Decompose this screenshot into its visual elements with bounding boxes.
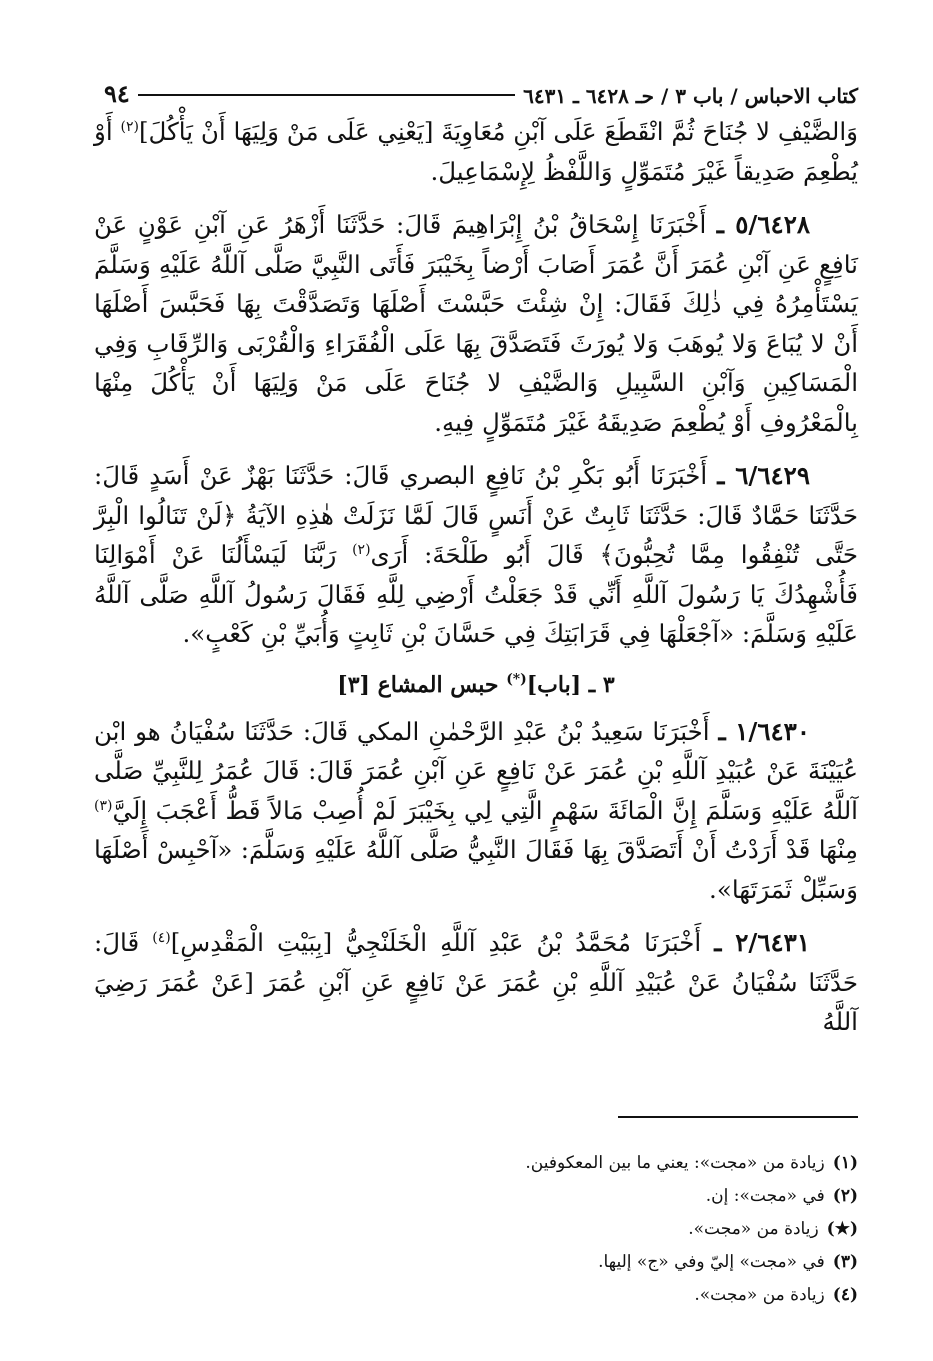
hadith-text-cont: مِنْهَا قَدْ أَرَدْتُ أَنْ أَتَصَدَّقَ بِهَا فَقَالَ النَّبِيُّ صَلَّى آللَّهُ عَلَيْهِ وَسَلَّمَ: «آحْبِسْ أَصْلَهَا وَسَبِّلْ ثَمَرَتَهَا». [94,835,858,904]
footnote-text: زيادة من «مجت». [688,1219,819,1239]
hadith-text: أَخْبَرَنَا إِسْحَاقُ بْنُ إِبْرَاهِيمَ قَالَ: حَدَّثَنَا أَزْهَرُ عَنِ آبْنِ عَوْنٍ عَنْ نَافِعٍ عَنِ آبْنِ عُمَرَ أَنَّ عُمَرَ أَصَابَ أَرْضاً بِخَيْبَرَ فَأَتَى النَّبِيَّ صَلَّى آللَّهُ عَلَيْهِ وَسَلَّمَ يَسْتَأْمِرُهُ فِي ذٰلِكَ فَقَالَ: إِنْ شِئْتَ حَبَّسْتَ أَصْلَهَا وَتَصَدَّقْتَ بِهَا فَحَبَّسَ أَصْلَهَا أَنْ لا يُبَاعَ وَلا يُوهَبَ وَلا يُورَثَ فَتَصَدَّقَ بِهَا عَلَى الْفُقَرَاءِ وَالْقُرْبَى وَالرِّقَابِ وَفِي الْمَسَاكِينِ وَآبْنِ السَّبِيلِ وَالضَّيْفِ لا جُنَاحَ عَلَى مَنْ وَلِيَهَا أَنْ يَأْكُلَ مِنْهَا بِالْمَعْرُوفِ أَوْ يُطْعِمَ صَدِيقَهُ غَيْرَ مُتَمَوِّلٍ فِيهِ. [94,210,858,437]
hadith-number: ٦/٦٤٢٩ ـ [717,461,810,490]
chapter-prefix: ٣ ـ [باب] [526,671,615,698]
footnote-text: في «مجت»: إن. [705,1186,825,1206]
footnote [94,1246,858,1279]
footnote [94,1180,858,1213]
footnote-mark: (٣) [832,1252,858,1272]
footnote-mark: (٤) [832,1285,858,1305]
chapter-title: حبس المشاع [٣] [337,671,507,698]
continuation-tail: أَوْ يُطْعِمَ صَدِيقاً غَيْرَ مُتَمَوِّلٍ وَاللَّفْظُ لِإِسْمَاعِيلَ. [94,117,858,186]
hadith-text-cont: رَبَّنَا لَيَسْأَلُنَا عَنْ أَمْوَالِنَا فَأُشْهِدُكَ يَا رَسُولَ آللَّهِ أَنِّي قَدْ جَعَلْتُ أَرْضِي لِلَّهِ فَقَالَ رَسُولُ آللَّهِ صَلَّى آللَّهُ عَلَيْهِ وَسَلَّمَ: «آجْعَلْهَا فِي قَرَابَتِكَ فِي حَسَّانَ بْنِ ثَابِتٍ وَأُبَيِّ بْنِ كَعْبٍ». [94,540,858,648]
hadith-6429 [94,456,858,654]
hadith-6430 [94,712,858,910]
hadith-text: أَخْبَرَنَا مُحَمَّدُ بْنُ عَبْدِ آللَّهِ الْخَلَنْجِيُّ [بِبَيْتِ الْمَقْدِسِ] [170,928,715,957]
hadith-text: أَخْبَرَنَا سَعِيدُ بْنُ عَبْدِ الرَّحْمٰنِ المكي قَالَ: حَدَّثَنَا سُفْيَانُ هو ابْن عُيَيْنَةَ عَنْ عُبَيْدِ آللَّهِ بْنِ عُمَرَ عَنْ نَافِعٍ عَنِ آبْنِ عُمَرَ قَالَ: قَالَ عُمَرُ لِلنَّبِيِّ صَلَّى آللَّهُ عَلَيْهِ وَسَلَّمَ إِنَّ الْمَائَةَ سَهْمٍ الَّتِي لِي بِخَيْبَرَ لَمْ أُصِبْ مَالاً قَطُّ أَعْجَبَ إِلَيَّ [94,716,858,825]
footnotes [94,1147,858,1312]
hadith-6431 [94,923,858,1042]
main-text [94,112,858,1042]
page-number: ٩٤ [104,79,130,108]
header-rule [138,94,515,96]
footnote-ref: (٤) [152,929,171,946]
footnote-ref: (٢) [352,541,371,558]
page [94,72,858,1305]
hadith-number: ١/٦٤٣٠ ـ [718,716,810,746]
footnote [94,1213,858,1246]
footnote-mark: (٢) [832,1186,858,1206]
footnote-text: زيادة من «مجت»: يعني ما بين المعكوفين. [525,1153,825,1173]
continuation-paragraph [94,112,858,191]
running-title: كتاب الاحباس / باب ٣ / حـ ٦٤٢٨ ـ ٦٤٣١ [523,84,858,108]
footnote-ref: (٢) [120,118,139,135]
footnote [94,1279,858,1312]
footnote-divider [618,1116,858,1118]
footnote-mark: (★) [826,1219,858,1239]
footnote-mark: (١) [832,1153,858,1173]
continuation-text: وَالضَّيْفِ لا جُنَاحَ ثُمَّ انْقَطَعَ عَلَى آبْنِ مُعَاوِيَةَ [يَعْنِي عَلَى مَنْ وَلِيَهَا أَنْ يَأْكُلَ] [138,117,858,146]
footnote-ref: (٣) [94,797,113,814]
hadith-6428 [94,205,858,442]
footnote [94,1147,858,1180]
footnote-text: زيادة من «مجت». [694,1285,825,1305]
page-header [94,72,858,108]
footnote-ref: (*) [506,671,527,688]
hadith-text: أَخْبَرَنَا أَبُو بَكْرِ بْنُ نَافِعٍ البصري قَالَ: حَدَّثَنَا بَهْزٌ عَنْ أَسَدٍ قَالَ: حَدَّثَنَا حَمَّادٌ قَالَ: حَدَّثَنَا ثَابِتٌ عَنْ أَنَسٍ قَالَ لَمَّا نَزَلَتْ هٰذِهِ الآيَةُ ﴿لَنْ تَنَالُوا الْبِرَّ حَتَّى تُنْفِقُوا مِمَّا تُحِبُّونَ﴾ قَالَ أَبُو طَلْحَةَ: أَرَى [94,461,858,569]
footnote-text: في «مجت» إليّ وفي «ج» إليها. [598,1252,825,1272]
hadith-number: ٢/٦٤٣١ ـ [714,928,810,957]
hadith-number: ٥/٦٤٢٨ ـ [716,210,811,239]
chapter-heading [94,668,858,702]
hadith-text-cont: قَالَ: حَدَّثَنَا سُفْيَانُ عَنْ عُبَيْدِ آللَّهِ بْنِ عُمَرَ عَنْ نَافِعٍ عَنِ آبْنِ عُمَرَ [عَنْ عُمَرَ رَضِيَ آللَّهُ [94,928,858,1036]
